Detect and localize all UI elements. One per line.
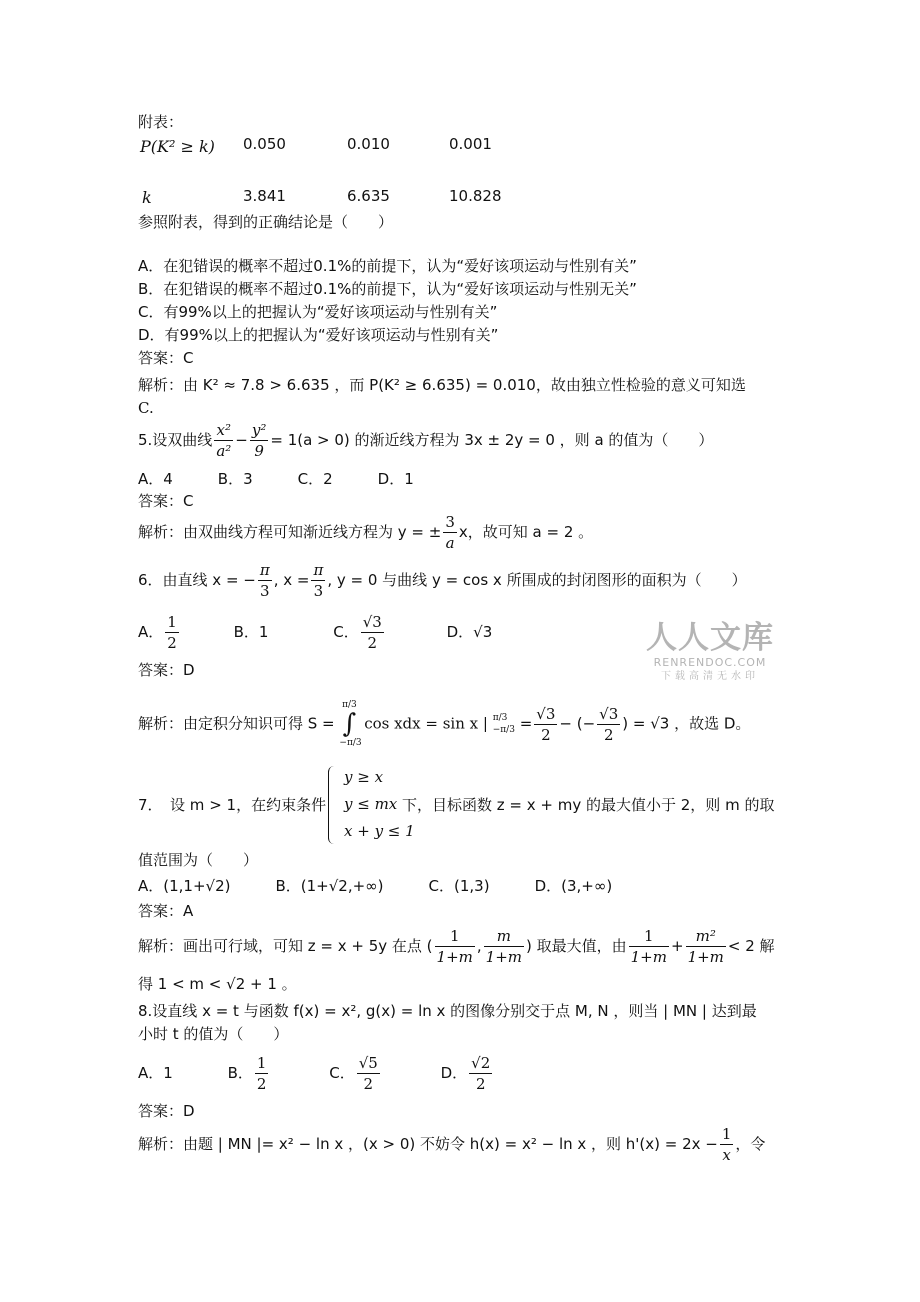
fraction: $\frac{m}{1+m}$	[485, 927, 523, 966]
q7-stem-end: 值范围为（ ）	[138, 851, 259, 869]
q7-analysis-cont: 得 1 < m < √2 + 1 。	[138, 975, 297, 993]
q7-answer: 答案：A	[138, 902, 194, 920]
table-cell: 0.001	[449, 135, 492, 153]
table-cell: 6.635	[347, 187, 390, 205]
q7-options: A．(1,1+√2) B．(1+√2,+∞) C．(1,3) D．(3,+∞)	[138, 877, 613, 895]
table-row1-label: P(K² ≥ k)	[140, 137, 215, 156]
fraction: $\frac{√3}{2}$	[362, 613, 382, 652]
q7-stem: 7． 设 m > 1，在约束条件	[138, 796, 327, 814]
q5-stem: 5.设双曲线 $\frac{\text{x²}}{\text{a²}}$ − $\frac{\text{y²}}{9}$ = 1(a > 0) 的渐近线方程为 3x ± 2y = 0 ，则 a 的值为（ ）	[138, 421, 714, 460]
q4-analysis-cont: C.	[138, 399, 154, 417]
q4-analysis: 解析：由 K² ≈ 7.8 > 6.635 ，而 P(K² ≥ 6.635) = 0.010，故由独立性检验的意义可知选	[138, 376, 746, 394]
table-row2-label: k	[142, 188, 152, 207]
fraction: $\frac{1}{x}$	[721, 1125, 732, 1164]
fraction: $\frac{1}{2}$	[256, 1054, 267, 1093]
fraction: $\frac{√5}{2}$	[358, 1054, 378, 1093]
q4-option-a: A．在犯错误的概率不超过0.1%的前提下，认为“爱好该项运动与性别有关”	[138, 257, 637, 275]
watermark	[646, 620, 774, 684]
q8-answer: 答案：D	[138, 1102, 195, 1120]
q4-stem: 参照附表，得到的正确结论是（ ）	[138, 213, 394, 231]
q8-analysis: 解析：由题 | MN |= x² − ln x ，(x > 0) 不妨令 h(x) = x² − ln x ，则 h'(x) = 2x − $\frac{1}{x}$ ，令	[138, 1125, 766, 1164]
watermark-slogan: 下载高清无水印	[661, 671, 759, 682]
q7-stem-cont: 下，目标函数 z = x + my 的最大值小于 2，则 m 的取	[402, 796, 775, 814]
constraint-2: y ≤ mx	[344, 795, 398, 813]
fraction: $\frac{1}{1+m}$	[630, 927, 667, 966]
fraction: $\frac{3}{a}$	[445, 513, 455, 552]
q8-stem: 8.设直线 x = t 与函数 f(x) = x², g(x) = ln x 的图像分别交于点 M, N ，则当 | MN | 达到最	[138, 1002, 757, 1020]
fraction: $\frac{1}{1+m}$	[436, 927, 473, 966]
table-cell: 3.841	[243, 187, 286, 205]
q5-analysis: 解析：由双曲线方程可知渐近线方程为 y = ± $\frac{3}{a}$ x，故可知 a = 2 。	[138, 513, 594, 552]
watermark-domain: RENRENDOC.COM	[653, 656, 767, 669]
fraction: $\frac{√3}{2}$	[599, 704, 619, 744]
q4-option-d: D．有99%以上的把握认为“爱好该项运动与性别有关”	[138, 326, 499, 344]
q5-options: A．4 B．3 C．2 D．1	[138, 470, 414, 488]
constraint-brace	[328, 766, 337, 844]
table-cell: 0.050	[243, 135, 286, 153]
table-cell: 10.828	[449, 187, 502, 205]
q6-stem: 6．由直线 x = − $\frac{\pi}{3}$ , x = $\frac{\pi}{3}$ , y = 0 与曲线 y = cos x 所围成的封闭图形的面积为（ ）	[138, 561, 747, 600]
constraint-3: x + y ≤ 1	[344, 822, 415, 840]
q4-option-c: C．有99%以上的把握认为“爱好该项运动与性别有关”	[138, 303, 498, 321]
fraction: $\frac{\text{x²}}{\text{a²}}$	[216, 421, 232, 460]
watermark-title: 人人文库	[646, 620, 774, 656]
q4-option-b: B．在犯错误的概率不超过0.1%的前提下，认为“爱好该项运动与性别无关”	[138, 280, 637, 298]
table-cell: 0.010	[347, 135, 390, 153]
q8-options: A．1 B． $\frac{1}{2}$ C． $\frac{√5}{2}$ D． $\frac{√2}{2}$	[138, 1054, 491, 1093]
q7-analysis: 解析：画出可行域，可知 z = x + 5y 在点 ( $\frac{1}{1+m}$ , $\frac{m}{1+m}$ ) 取最大值，由 $\frac{1}{1+m}$ + $\frac{\text{m²}}{1+m}$ < 2 解	[138, 927, 775, 966]
table-intro: 附表：	[138, 113, 184, 131]
q6-answer: 答案：D	[138, 661, 195, 679]
q5-answer: 答案：C	[138, 492, 194, 510]
constraint-1: y ≥ x	[344, 768, 384, 786]
q4-answer: 答案：C	[138, 349, 194, 367]
fraction: $\frac{\text{y²}}{9}$	[251, 421, 267, 460]
q8-stem-cont: 小时 t 的值为（ ）	[138, 1025, 289, 1043]
fraction: $\frac{\text{m²}}{1+m}$	[687, 927, 724, 966]
fraction: $\frac{\pi}{3}$	[313, 561, 324, 600]
q6-analysis: 解析：由定积分知识可得 S = π/3 ∫ −π/3 cos xdx = sin x | π/3 −π/3 = $\frac{√3}{2}$ − (− $\frac{√3}{2}$ ) = √3 ，故选 D。	[138, 700, 751, 748]
fraction: $\frac{1}{2}$	[167, 613, 177, 652]
q6-options: A． $\frac{1}{2}$ B．1 C． $\frac{√3}{2}$ D．√3	[138, 613, 493, 652]
fraction: $\frac{√3}{2}$	[536, 704, 556, 744]
fraction: $\frac{\pi}{3}$	[259, 561, 270, 600]
fraction: $\frac{√2}{2}$	[471, 1054, 491, 1093]
